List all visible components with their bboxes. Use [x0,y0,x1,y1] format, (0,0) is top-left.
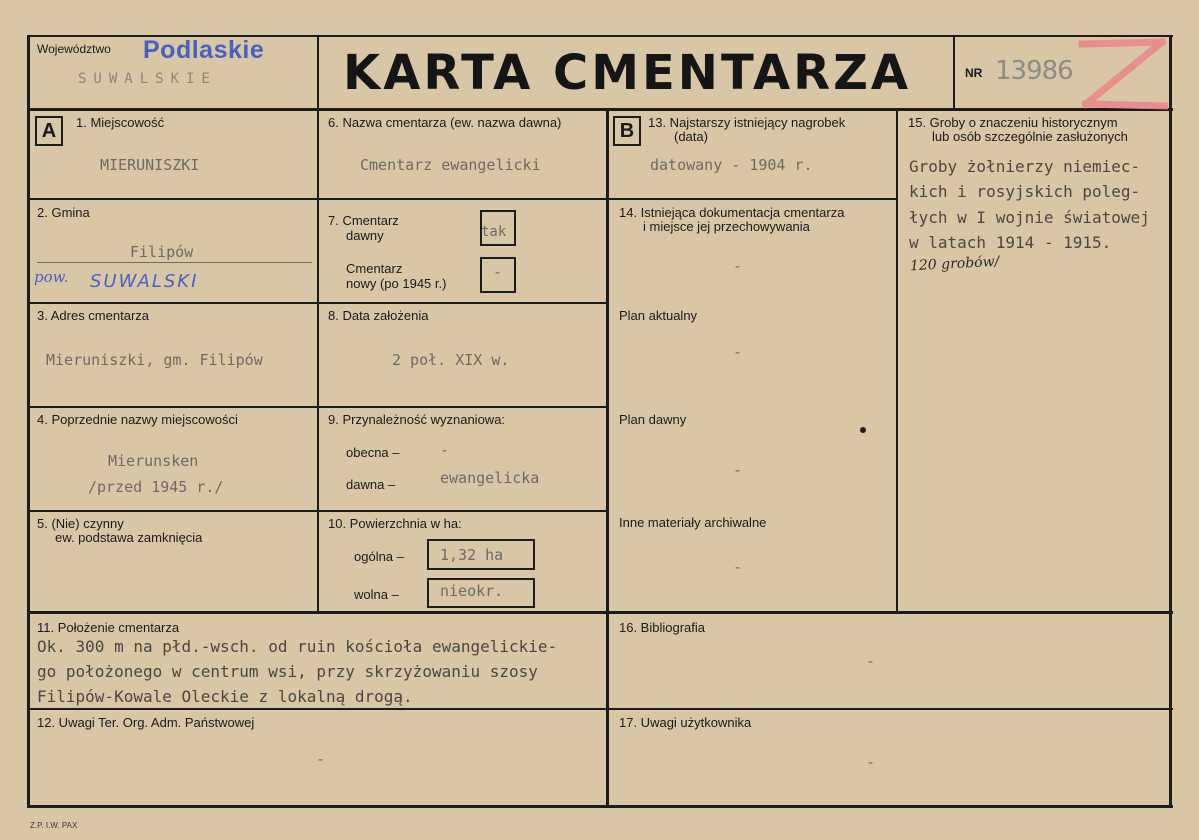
field-2-value: Filipów [130,243,194,261]
field-12-value: - [316,750,326,768]
plan-aktualny-label: Plan aktualny [619,308,698,323]
field-10-ogolna-value: 1,32 ha [440,546,504,564]
col-divider-3 [896,108,898,613]
field-4-label: 4. Poprzednie nazwy miejscowości [37,412,238,427]
field-6-label: 6. Nazwa cmentarza (ew. nazwa dawna) [328,115,562,130]
field-14-label-line2: i miejsce jej przechowywania [643,219,810,234]
field-7-dawny-value: tak [481,224,507,240]
field-6-value: Cmentarz ewangelicki [360,156,541,174]
field-15-line-4: w latach 1914 - 1915. [909,233,1112,252]
field-7-nowy-value: - [493,263,503,281]
plan-dawny-label: Plan dawny [619,412,687,427]
field-9-label: 9. Przynależność wyznaniowa: [328,412,506,427]
field-2-underline [37,262,312,263]
printer-note: Z.P. I.W. PAX [30,821,78,830]
row-mid [27,611,1173,614]
field-7-nowy-label-line1: Cmentarz [346,261,403,276]
field-13-label-line2: (data) [674,129,708,144]
field-2-label: 2. Gmina [37,205,90,220]
field-10-label: 10. Powierzchnia w ha: [328,516,462,531]
field-3-value: Mieruniszki, gm. Filipów [46,351,263,369]
bottom-border [27,805,1173,808]
row-a1 [27,198,318,200]
field-9-obecna-value: - [440,441,450,459]
row-a3 [27,406,318,408]
field-12-label: 12. Uwagi Ter. Org. Adm. Państwowej [37,715,255,730]
field-11-line-3: Filipów-Kowale Oleckie z lokalną drogą. [37,687,413,706]
col-divider-1 [317,108,319,613]
field-16-value: - [866,652,876,670]
header-divider-1 [317,35,319,110]
field-10-ogolna-label: ogólna – [354,549,404,564]
inne-materialy-label: Inne materiały archiwalne [619,515,767,530]
ink-dot [860,427,866,433]
field-11-line-1: Ok. 300 m na płd.-wsch. od ruin kościoła ewangelickie- [37,637,558,656]
field-3-label: 3. Adres cmentarza [37,308,149,323]
nr-value: 13986 [995,56,1073,86]
field-7-dawny-label-line2: dawny [346,228,384,243]
inne-materialy-value: - [733,558,743,576]
plan-dawny-value: - [733,461,743,479]
col-divider-2 [606,108,609,807]
wojewodztwo-label: Województwo [37,42,111,56]
field-13-value: datowany - 1904 r. [650,156,813,174]
field-15-line-3: łych w I wojnie światowej [909,208,1150,227]
field-11-label: 11. Położenie cmentarza [37,620,180,635]
field-9-dawna-value: ewangelicka [440,469,540,487]
row-a2 [27,302,318,304]
wojewodztwo-old: SUWALSKIE [78,71,217,87]
wojewodztwo-stamp: Podlaskie [143,36,265,64]
field-17-label: 17. Uwagi użytkownika [619,715,752,730]
row-b3 [317,406,608,408]
field-17-value: - [866,753,876,771]
field-4-value-line2: /przed 1945 r./ [88,478,224,496]
header-bottom-border [27,108,1173,111]
field-10-wolna-label: wolna – [354,587,399,602]
row-a4 [27,510,318,512]
field-14-value: - [733,257,743,275]
page-title: KARTA CMENTARZA [343,45,912,101]
section-letter-a: A [35,116,63,146]
field-14-label-line1: 14. Istniejąca dokumentacja cmentarza [619,205,845,220]
right-border [1169,35,1172,807]
header-divider-2 [953,35,955,110]
plan-aktualny-value: - [733,343,743,361]
field-15-line-1: Groby żołnierzy niemiec- [909,157,1141,176]
row-b4 [317,510,608,512]
field-11-line-2: go położonego w centrum wsi, przy skrzyżowaniu szosy [37,662,538,681]
field-1-value: MIERUNISZKI [100,156,200,174]
z-mark [1078,38,1168,110]
field-10-wolna-value: nieokr. [440,582,504,600]
z-mark-icon [1078,38,1168,110]
row-b1 [317,198,608,200]
field-5-label-line2: ew. podstawa zamknięcia [55,530,203,545]
field-13-label-line1: 13. Najstarszy istniejący nagrobek [648,115,846,130]
row-b2 [317,302,608,304]
field-7-dawny-label-line1: 7. Cmentarz [328,213,399,228]
field-16-label: 16. Bibliografia [619,620,705,635]
field-15-handwritten: 120 grobów/ [909,253,1000,275]
field-5-label-line1: 5. (Nie) czynny [37,516,124,531]
field-8-value: 2 poł. XIX w. [392,351,510,369]
field-9-obecna-label: obecna – [346,445,400,460]
field-15-line-2: kich i rosyjskich poleg- [909,182,1141,201]
field-4-value-line1: Mierunsken [108,452,199,470]
field-2-pow-value: SUWALSKI [90,271,199,292]
left-border [27,35,30,807]
nr-label: NR [965,66,983,80]
field-15-label-line2: lub osób szczególnie zasłużonych [932,129,1128,144]
field-7-nowy-label-line2: nowy (po 1945 r.) [346,276,447,291]
row-c1 [606,198,897,200]
field-9-dawna-label: dawna – [346,477,396,492]
section-letter-b: B [613,116,641,146]
field-2-pow-label: pow. [34,268,69,286]
field-1-label: 1. Miejscowość [76,115,165,130]
field-15-label-line1: 15. Groby o znaczeniu historycznym [908,115,1118,130]
row-lower [27,708,1173,710]
field-8-label: 8. Data założenia [328,308,429,323]
